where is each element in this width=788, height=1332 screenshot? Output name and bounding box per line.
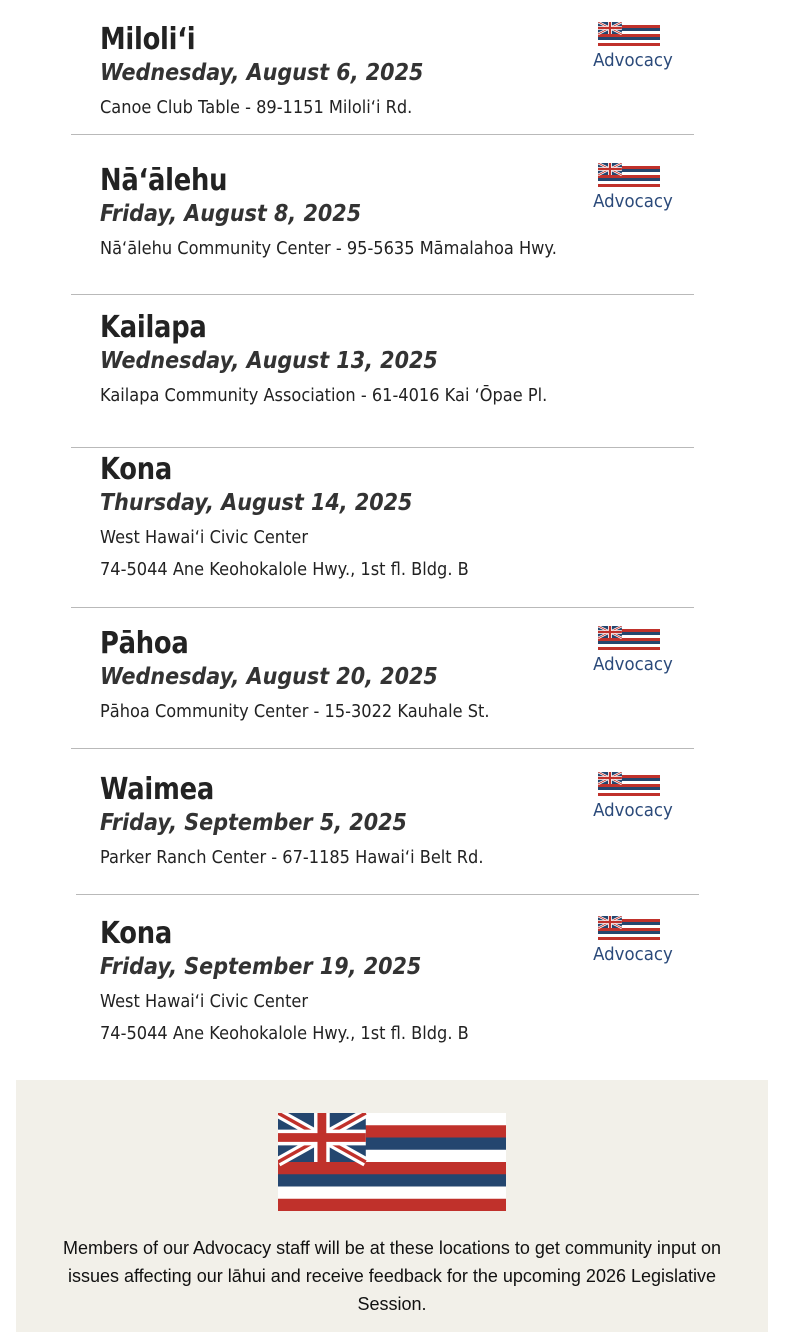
hawaii-flag-icon [598, 772, 660, 796]
flag-stripe [598, 34, 660, 38]
advocacy-label: Advocacy [593, 800, 673, 821]
flag-stripe [598, 644, 660, 648]
flag-union-jack [598, 163, 622, 175]
event-address-line: 74-5044 Ane Keohokalole Hwy., 1st fl. Bldg. B [100, 1023, 469, 1044]
advocacy-label: Advocacy [593, 654, 673, 675]
event-address [100, 986, 469, 1050]
flag-stripe [598, 175, 660, 179]
flag-stripe [598, 931, 660, 935]
event-location: Waimea [100, 772, 215, 807]
flag-stripe [598, 928, 660, 932]
hawaii-flag-icon [598, 626, 660, 650]
event-address-line: Nāʻālehu Community Center - 95-5635 Māmalahoa Hwy. [100, 238, 557, 259]
flag-stripe [278, 1199, 506, 1211]
flag-stripe [598, 40, 660, 44]
flag-union-jack [598, 916, 622, 928]
event-divider [71, 447, 694, 448]
flag-stripe [598, 937, 660, 940]
event-divider [71, 748, 694, 749]
event-address [100, 522, 469, 586]
event-address-line: Pāhoa Community Center - 15-3022 Kauhale St. [100, 701, 490, 722]
event-location: Kona [100, 916, 173, 951]
flag-union-jack [278, 1113, 366, 1162]
flag-stripe [598, 638, 660, 642]
event-location: Kailapa [100, 310, 207, 345]
flag-stripe [278, 1162, 506, 1175]
event-address [100, 92, 412, 124]
event-date: Friday, August 8, 2025 [100, 201, 362, 227]
advocacy-badge-link[interactable] [590, 772, 673, 832]
event-divider [71, 607, 694, 608]
event-address-line: West Hawaiʻi Civic Center [100, 991, 309, 1012]
flag-stripe [598, 181, 660, 185]
event-date: Wednesday, August 13, 2025 [100, 348, 438, 374]
event-address-line: Parker Ranch Center - 67-1185 Hawaiʻi Belt Rd. [100, 847, 484, 868]
event-location: Kona [100, 452, 173, 487]
event-address [100, 696, 490, 728]
flag-stripe [278, 1187, 506, 1200]
advocacy-badge-link[interactable] [590, 163, 673, 223]
flag-stripe [598, 934, 660, 938]
flag-stripe [598, 787, 660, 791]
event-date: Wednesday, August 20, 2025 [100, 664, 438, 690]
flag-stripe [598, 184, 660, 187]
event-divider [71, 294, 694, 295]
advocacy-badge-link[interactable] [590, 22, 673, 82]
hawaii-flag-icon [278, 1113, 506, 1211]
hawaii-flag-icon [598, 916, 660, 940]
event-location: Miloliʻi [100, 22, 196, 57]
event-address [100, 233, 557, 265]
event-address [100, 380, 547, 412]
flag-stripe [598, 647, 660, 650]
advocacy-label: Advocacy [593, 944, 673, 965]
event-date: Wednesday, August 6, 2025 [100, 60, 424, 86]
footer-panel [16, 1080, 768, 1332]
flag-union-jack [598, 772, 622, 784]
flag-stripe [598, 793, 660, 796]
event-divider [71, 134, 694, 135]
advocacy-badge-link[interactable] [590, 916, 673, 976]
flag-union-jack [598, 626, 622, 638]
event-address-line: West Hawaiʻi Civic Center [100, 527, 309, 548]
flag-union-jack [598, 22, 622, 34]
event-location: Pāhoa [100, 626, 189, 661]
event-address-line: 74-5044 Ane Keohokalole Hwy., 1st fl. Bldg. B [100, 559, 469, 580]
hawaii-flag-icon [598, 22, 660, 46]
flag-stripe [598, 784, 660, 788]
footer-description: Members of our Advocacy staff will be at these locations to get community input on issues affecting our lāhui and receive feedback for the upcoming 2026 Legislative Session. [62, 1238, 721, 1314]
advocacy-label: Advocacy [593, 50, 673, 71]
flag-stripe [598, 790, 660, 794]
advocacy-badge-link[interactable] [590, 626, 673, 686]
event-divider [76, 894, 699, 895]
advocacy-label: Advocacy [593, 191, 673, 212]
flag-stripe [598, 37, 660, 41]
event-date: Friday, September 19, 2025 [100, 954, 422, 980]
flag-stripe [598, 43, 660, 46]
event-date: Thursday, August 14, 2025 [100, 490, 413, 516]
event-address [100, 842, 483, 874]
flag-stripe [278, 1174, 506, 1187]
flag-stripe [598, 641, 660, 645]
hawaii-flag-icon [598, 163, 660, 187]
event-address-line: Kailapa Community Association - 61-4016 Kai ʻŌpae Pl. [100, 385, 548, 406]
event-location: Nāʻālehu [100, 163, 228, 198]
event-address-line: Canoe Club Table - 89-1151 Miloliʻi Rd. [100, 97, 413, 118]
flag-stripe [598, 178, 660, 182]
event-date: Friday, September 5, 2025 [100, 810, 407, 836]
